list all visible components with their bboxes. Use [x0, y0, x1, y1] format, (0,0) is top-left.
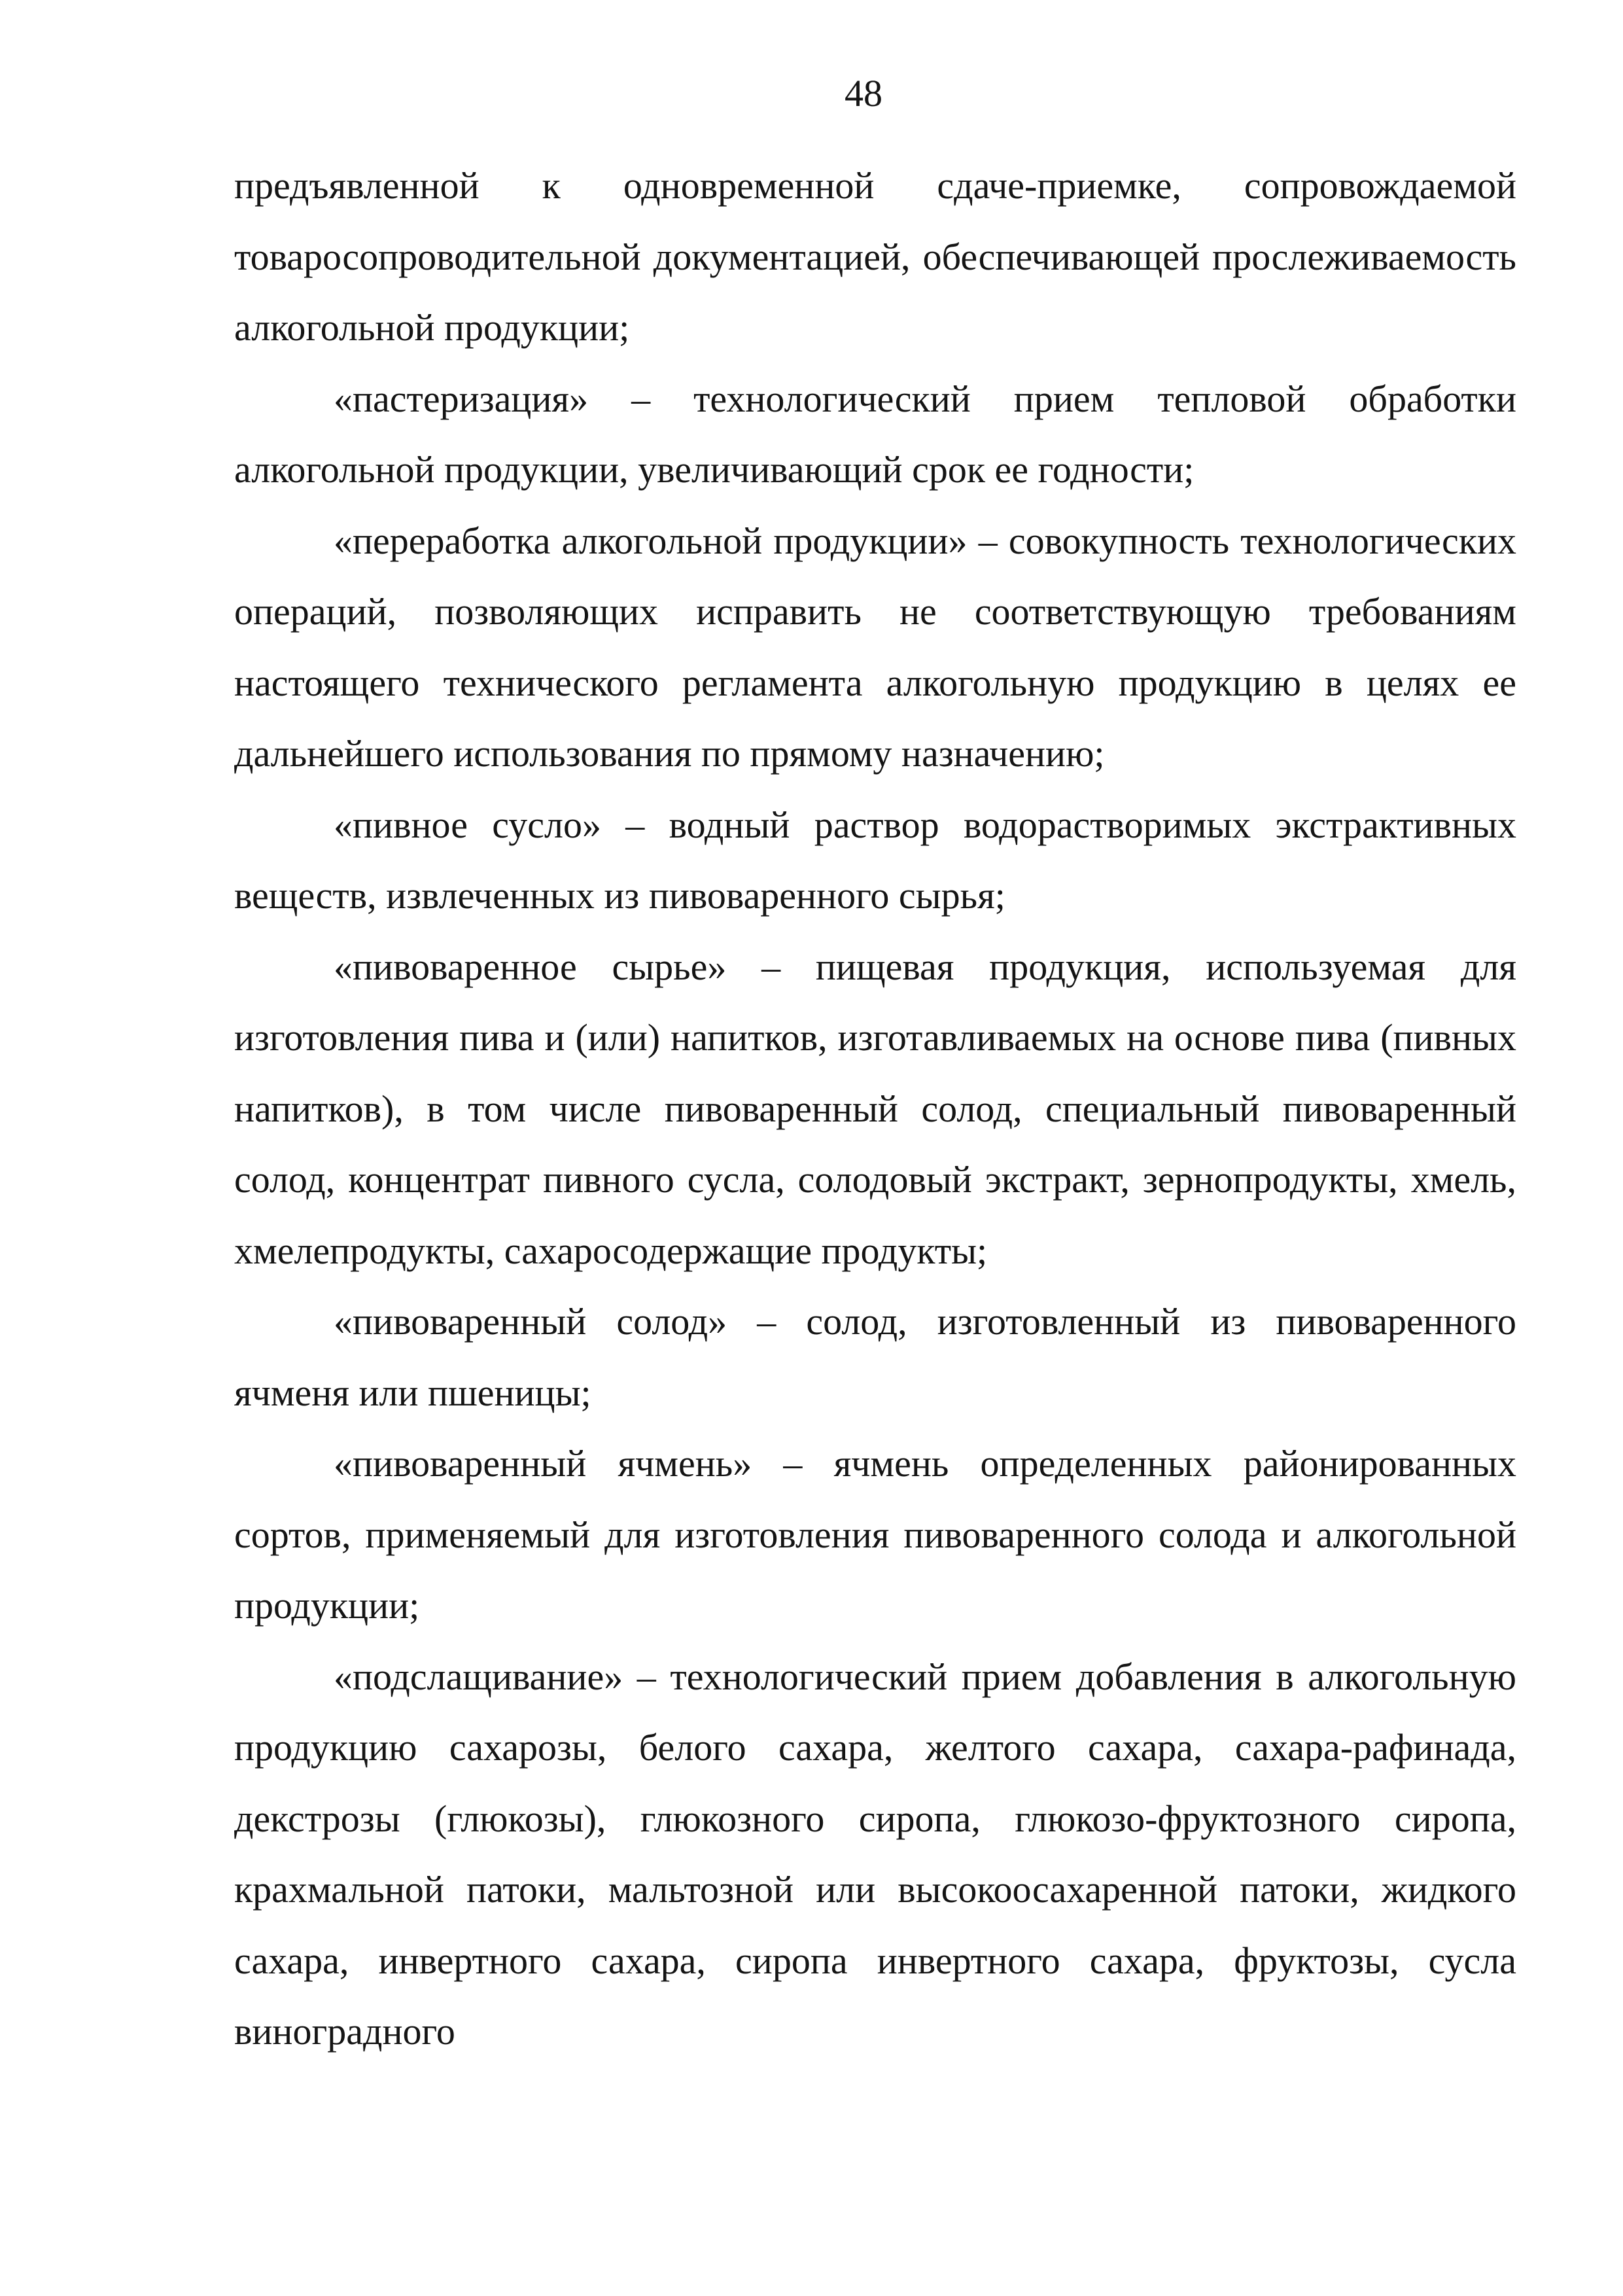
paragraph-continuation: предъявленной к одновременной сдаче-приемке, сопровождаемой товаросопроводительной документацией, обеспечивающей прослеживаемость алкогольной продукции;: [234, 164, 1516, 349]
definition-processing: «переработка алкогольной продукции» – совокупность технологических операций, позволяющих исправить не соответствующую требованиям настоящего технического регламента алкогольную продукцию в целях ее дальнейшего использования по прямому назначению;: [234, 519, 1516, 775]
page-number: 48: [845, 72, 882, 115]
definition-pasteurization: «пастеризация» – технологический прием тепловой обработки алкогольной продукции, увеличивающий срок ее годности;: [234, 377, 1516, 491]
definition-brewing-malt: «пивоваренный солод» – солод, изготовленный из пивоваренного ячменя или пшеницы;: [234, 1300, 1516, 1414]
definition-beer-wort: «пивное сусло» – водный раствор водорастворимых экстрактивных веществ, извлеченных из пивоваренного сырья;: [234, 803, 1516, 917]
document-body: [234, 150, 1516, 2068]
definition-brewing-barley: «пивоваренный ячмень» – ячмень определенных районированных сортов, применяемый для изготовления пивоваренного солода и алкогольной продукции;: [234, 1442, 1516, 1627]
definition-sweetening: «подслащивание» – технологический прием добавления в алкогольную продукцию сахарозы, белого сахара, желтого сахара, сахара-рафинада, декстрозы (глюкозы), глюкозного сиропа, глюкозо-фруктозного сиропа, крахмальной патоки, мальтозной или высокоосахаренной патоки, жидкого сахара, инвертного сахара, сиропа инвертного сахара, фруктозы, сусла виноградного: [234, 1655, 1516, 2053]
definition-brewing-raw-materials: «пивоваренное сырье» – пищевая продукция, используемая для изготовления пива и (или) напитков, изготавливаемых на основе пива (пивных напитков), в том числе пивоваренный солод, специальный пивоваренный солод, концентрат пивного сусла, солодовый экстракт, зернопродукты, хмель, хмелепродукты, сахаросодержащие продукты;: [234, 945, 1516, 1272]
